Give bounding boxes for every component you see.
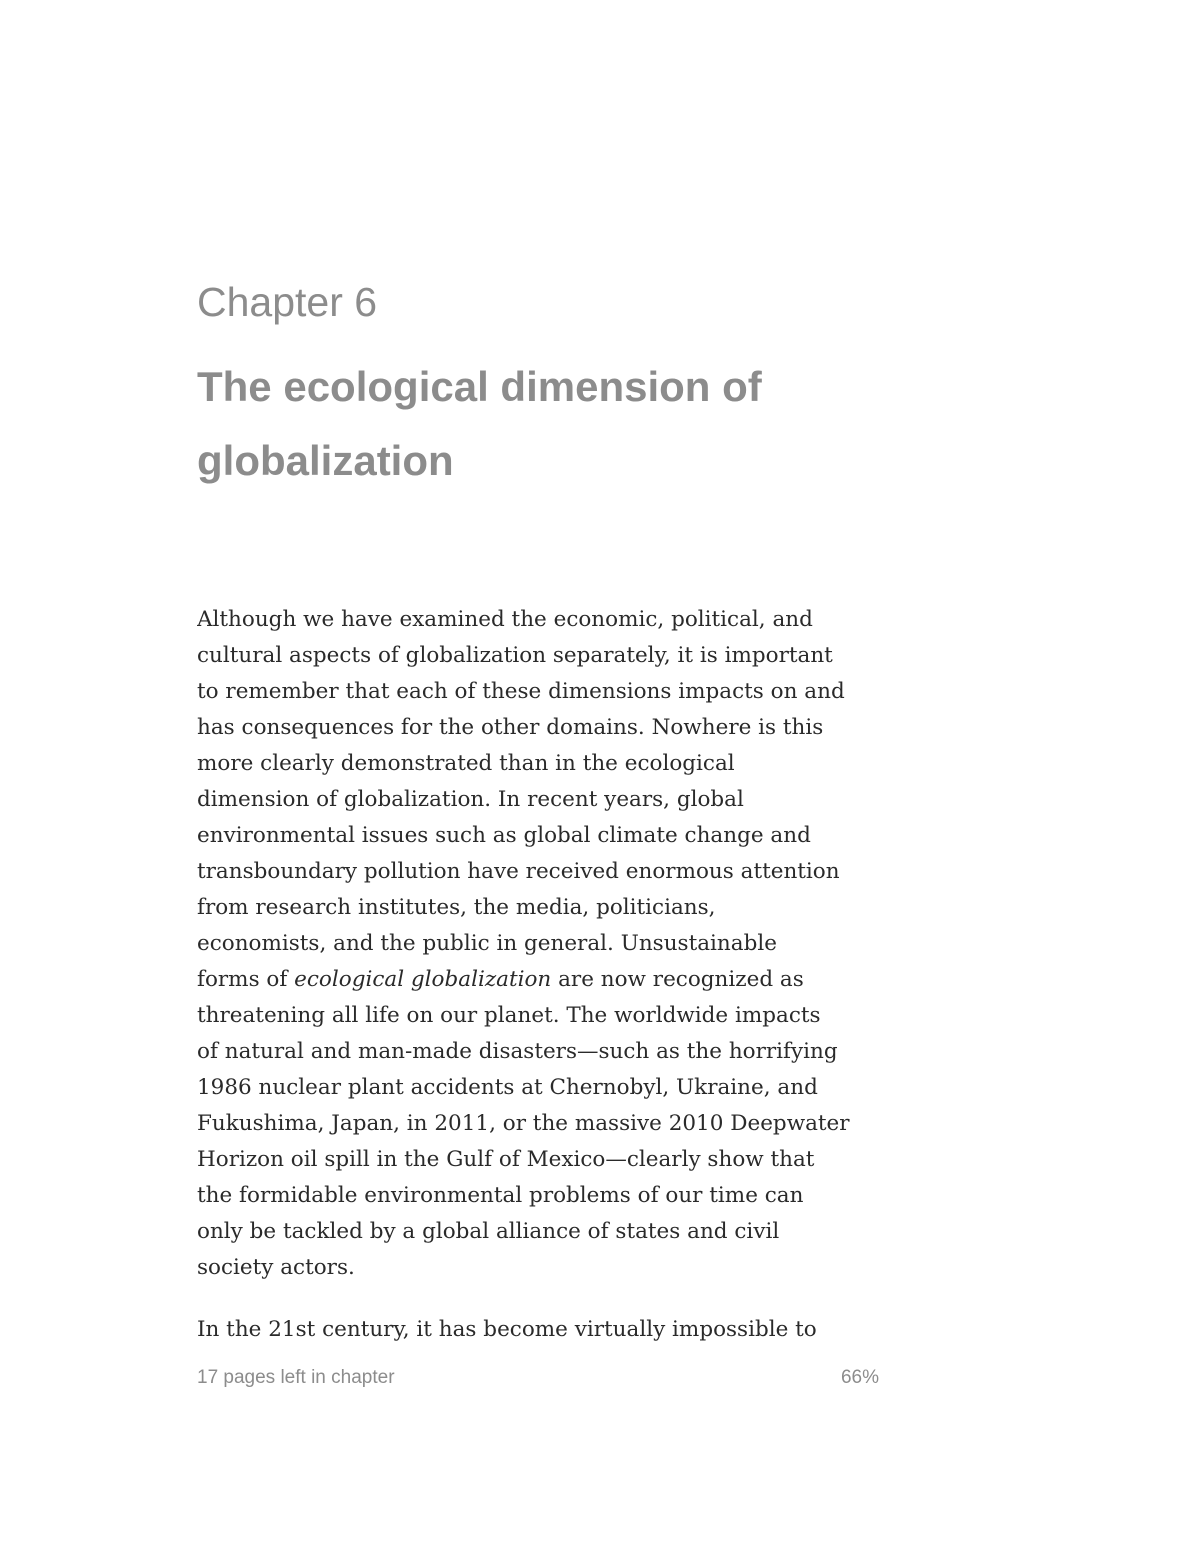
- paragraph-1: [197, 602, 887, 1286]
- text-line: 1986 nuclear plant accidents at Chernobyl, Ukraine, and: [197, 1075, 818, 1100]
- text-line: transboundary pollution have received enormous attention: [197, 859, 840, 884]
- text-line: of natural and man-made disasters—such as the horrifying: [197, 1039, 838, 1064]
- text-line: cultural aspects of globalization separately, it is important: [197, 643, 833, 668]
- text-line: more clearly demonstrated than in the ecological: [197, 751, 735, 776]
- text-line: threatening all life on our planet. The worldwide impacts: [197, 1003, 821, 1028]
- text-line: the formidable environmental problems of our time can: [197, 1183, 804, 1208]
- text-line: only be tackled by a global alliance of states and civil: [197, 1219, 780, 1244]
- text-line: from research institutes, the media, politicians,: [197, 895, 716, 920]
- text-run: are now recognized as: [551, 967, 804, 992]
- chapter-title: The ecological dimension of globalization: [197, 363, 762, 484]
- text-line: Although we have examined the economic, political, and: [197, 607, 813, 632]
- chapter-body-text: [197, 602, 887, 1344]
- text-line: dimension of globalization. In recent years, global: [197, 787, 744, 812]
- text-line: environmental issues such as global climate change and: [197, 823, 811, 848]
- text-line: society actors.: [197, 1255, 355, 1280]
- chapter-number: Chapter 6: [197, 279, 378, 325]
- italic-term: ecological globalization: [294, 967, 552, 992]
- text-line: Horizon oil spill in the Gulf of Mexico—clearly show that: [197, 1147, 815, 1172]
- pages-left-indicator: 17 pages left in chapter: [197, 1367, 395, 1388]
- text-line: has consequences for the other domains. Nowhere is this: [197, 715, 824, 740]
- text-line: Fukushima, Japan, in 2011, or the massive 2010 Deepwater: [197, 1111, 850, 1136]
- text-line: to remember that each of these dimensions impacts on and: [197, 679, 845, 704]
- text-run: forms of: [197, 967, 295, 992]
- text-line: economists, and the public in general. Unsustainable: [197, 931, 777, 956]
- text-line: [197, 962, 887, 998]
- text-line: In the 21st century, it has become virtually impossible to: [197, 1317, 817, 1342]
- reading-progress-percent: 66%: [840, 1367, 879, 1388]
- paragraph-2: [197, 1312, 887, 1344]
